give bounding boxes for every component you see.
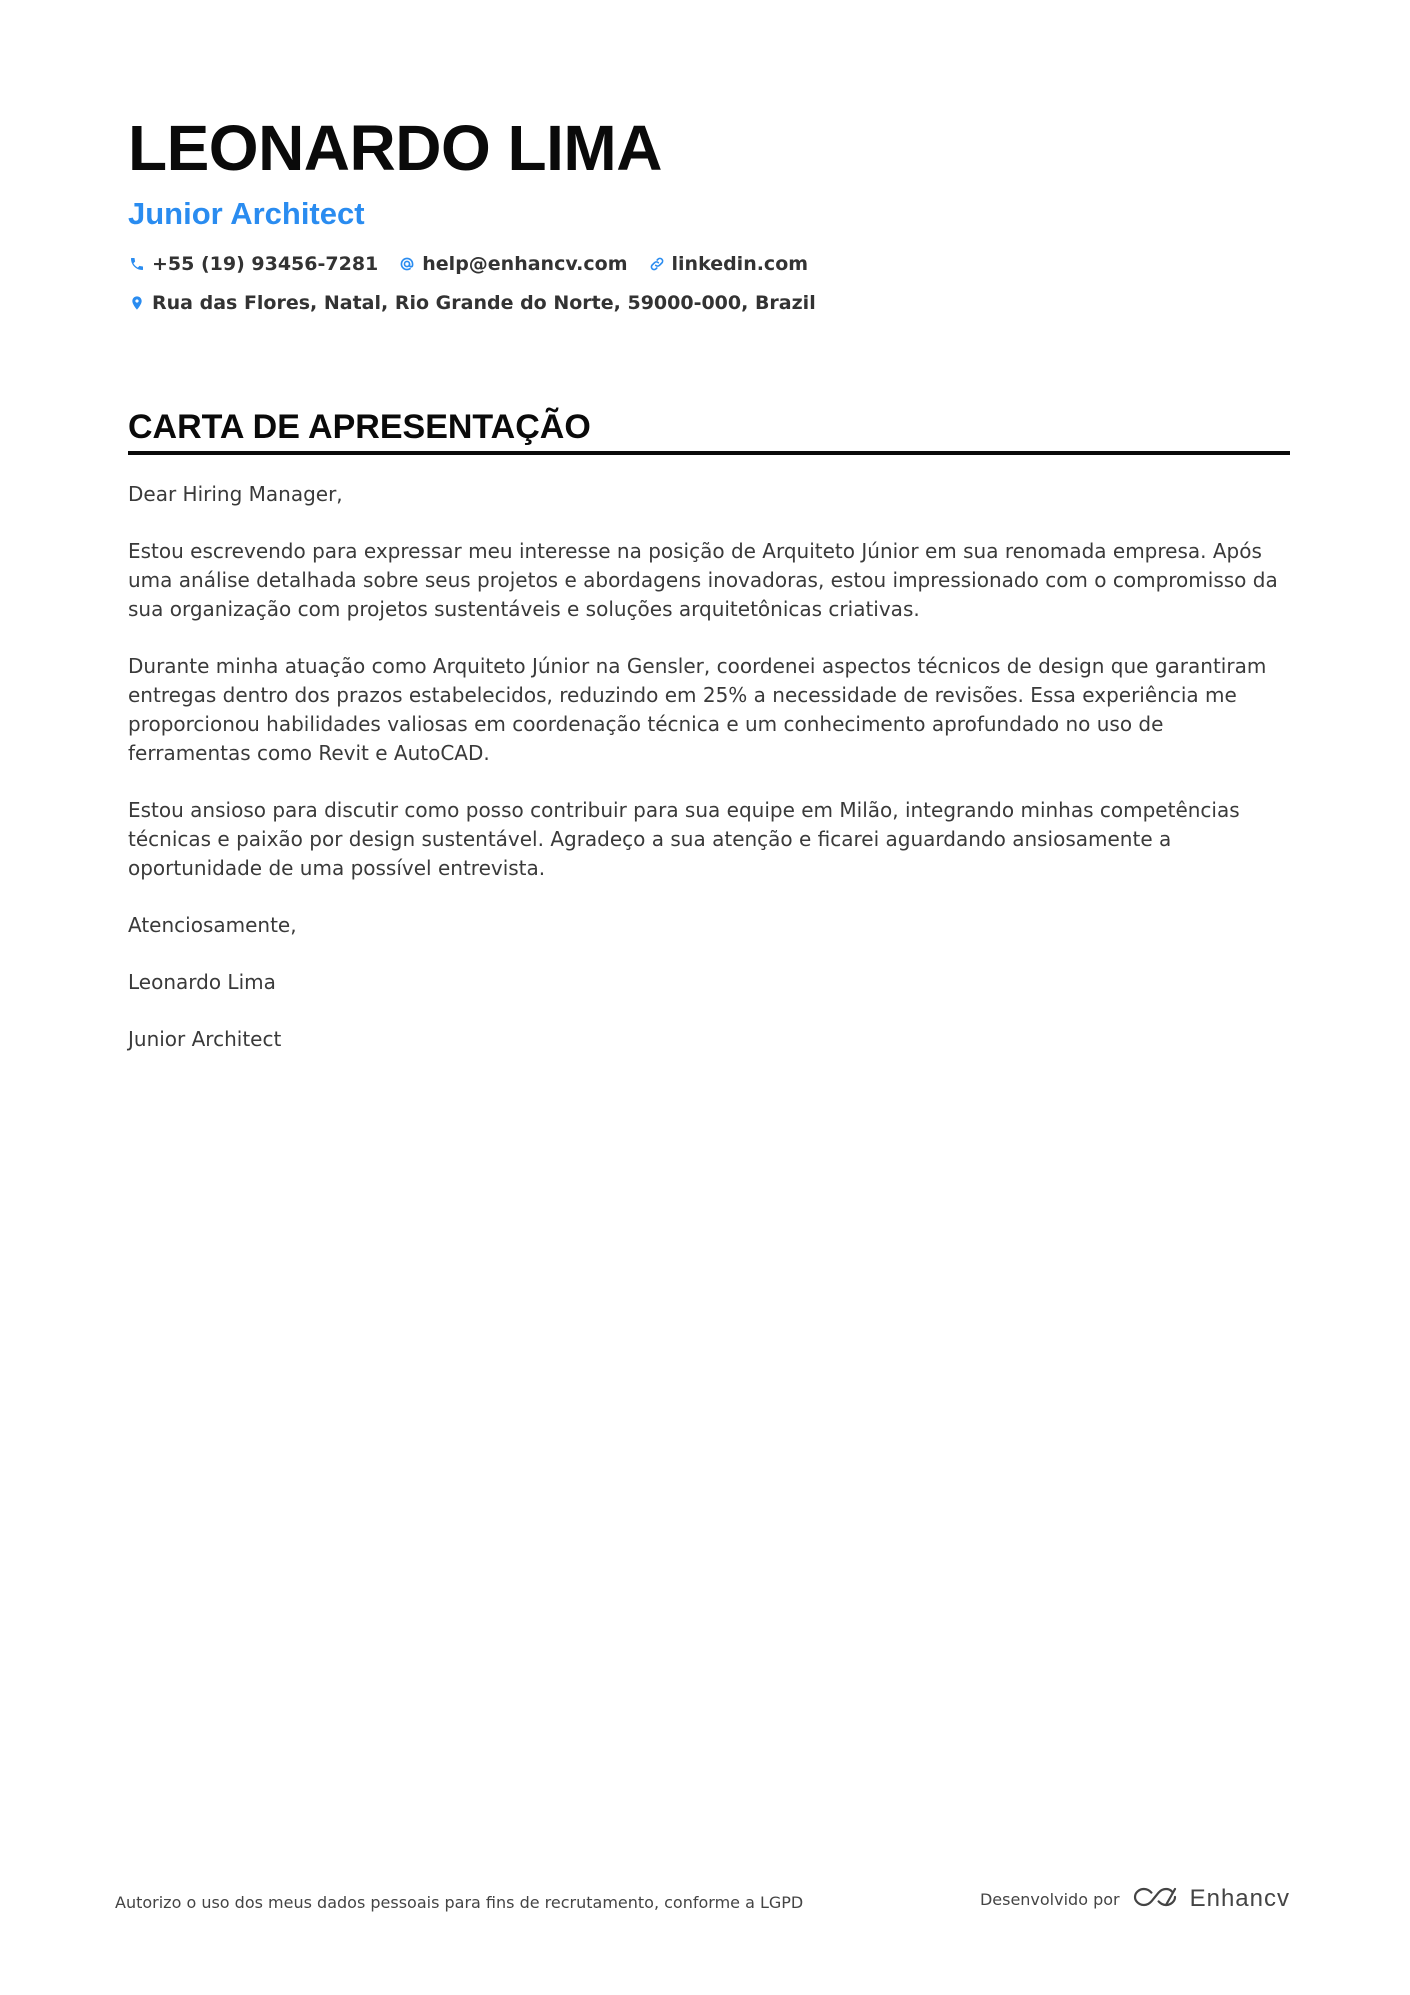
consent-footer: Autorizo o uso dos meus dados pessoais para fins de recrutamento, conforme a LGPD (115, 1893, 804, 1912)
address-row (128, 289, 1290, 317)
phone-icon (128, 255, 146, 273)
letter-paragraph: Estou escrevendo para expressar meu interesse na posição de Arquiteto Júnior em sua renomada empresa. Após uma análise detalhada sobre seus projetos e abordagens inovadoras, estou impressionado com o compromisso da sua organização com projetos sustentáveis e soluções arquitetônicas criativas. (128, 539, 1278, 621)
powered-by-label: Desenvolvido por (979, 1889, 1120, 1909)
enhancv-logo-icon (1132, 1885, 1190, 1913)
phone-number: +55 (19) 93456-7281 (152, 253, 379, 275)
phone-contact (128, 253, 378, 275)
link-icon (648, 255, 666, 273)
section-divider (128, 451, 1290, 455)
address-text: Rua das Flores, Natal, Rio Grande do Norte, 59000-000, Brazil (152, 292, 816, 314)
enhancv-brand-name: Enhancv (1189, 1885, 1290, 1912)
linkedin-contact[interactable] (648, 253, 809, 275)
email-contact[interactable] (398, 253, 627, 275)
linkedin-url[interactable]: linkedin.com (671, 253, 809, 275)
signature-name: Leonardo Lima (128, 970, 276, 994)
location-pin-icon (128, 294, 146, 312)
header (128, 110, 1290, 317)
cover-letter-section (128, 405, 1290, 1082)
letter-closing: Atenciosamente, (128, 913, 297, 937)
contact-row (128, 250, 1290, 278)
letter-paragraph: Estou ansioso para discutir como posso contribuir para sua equipe em Milão, integrando minhas competências técnicas e paixão por design sustentável. Agradeço a sua atenção e ficarei aguardando ansiosamente a oportunidade de uma possível entrevista. (128, 798, 1240, 880)
address-contact (128, 292, 816, 314)
section-title: CARTA DE APRESENTAÇÃO (128, 408, 591, 446)
letter-body (128, 480, 1290, 1054)
at-icon (398, 255, 416, 273)
letter-greeting: Dear Hiring Manager, (128, 482, 343, 506)
powered-by-footer (980, 1885, 1290, 1913)
letter-paragraph: Durante minha atuação como Arquiteto Júnior na Gensler, coordenei aspectos técnicos de design que garantiram entregas dentro dos prazos estabelecidos, reduzindo em 25% a necessidade de revisões. Essa experiência me proporcionou habilidades valiosas em coordenação técnica e um conhecimento aprofundado no uso de ferramentas como Revit e AutoCAD. (128, 654, 1267, 765)
job-title: Junior Architect (128, 196, 365, 231)
email-address[interactable]: help@enhancv.com (422, 253, 628, 275)
candidate-name: LEONARDO LIMA (128, 112, 662, 184)
signature-title: Junior Architect (128, 1027, 282, 1051)
